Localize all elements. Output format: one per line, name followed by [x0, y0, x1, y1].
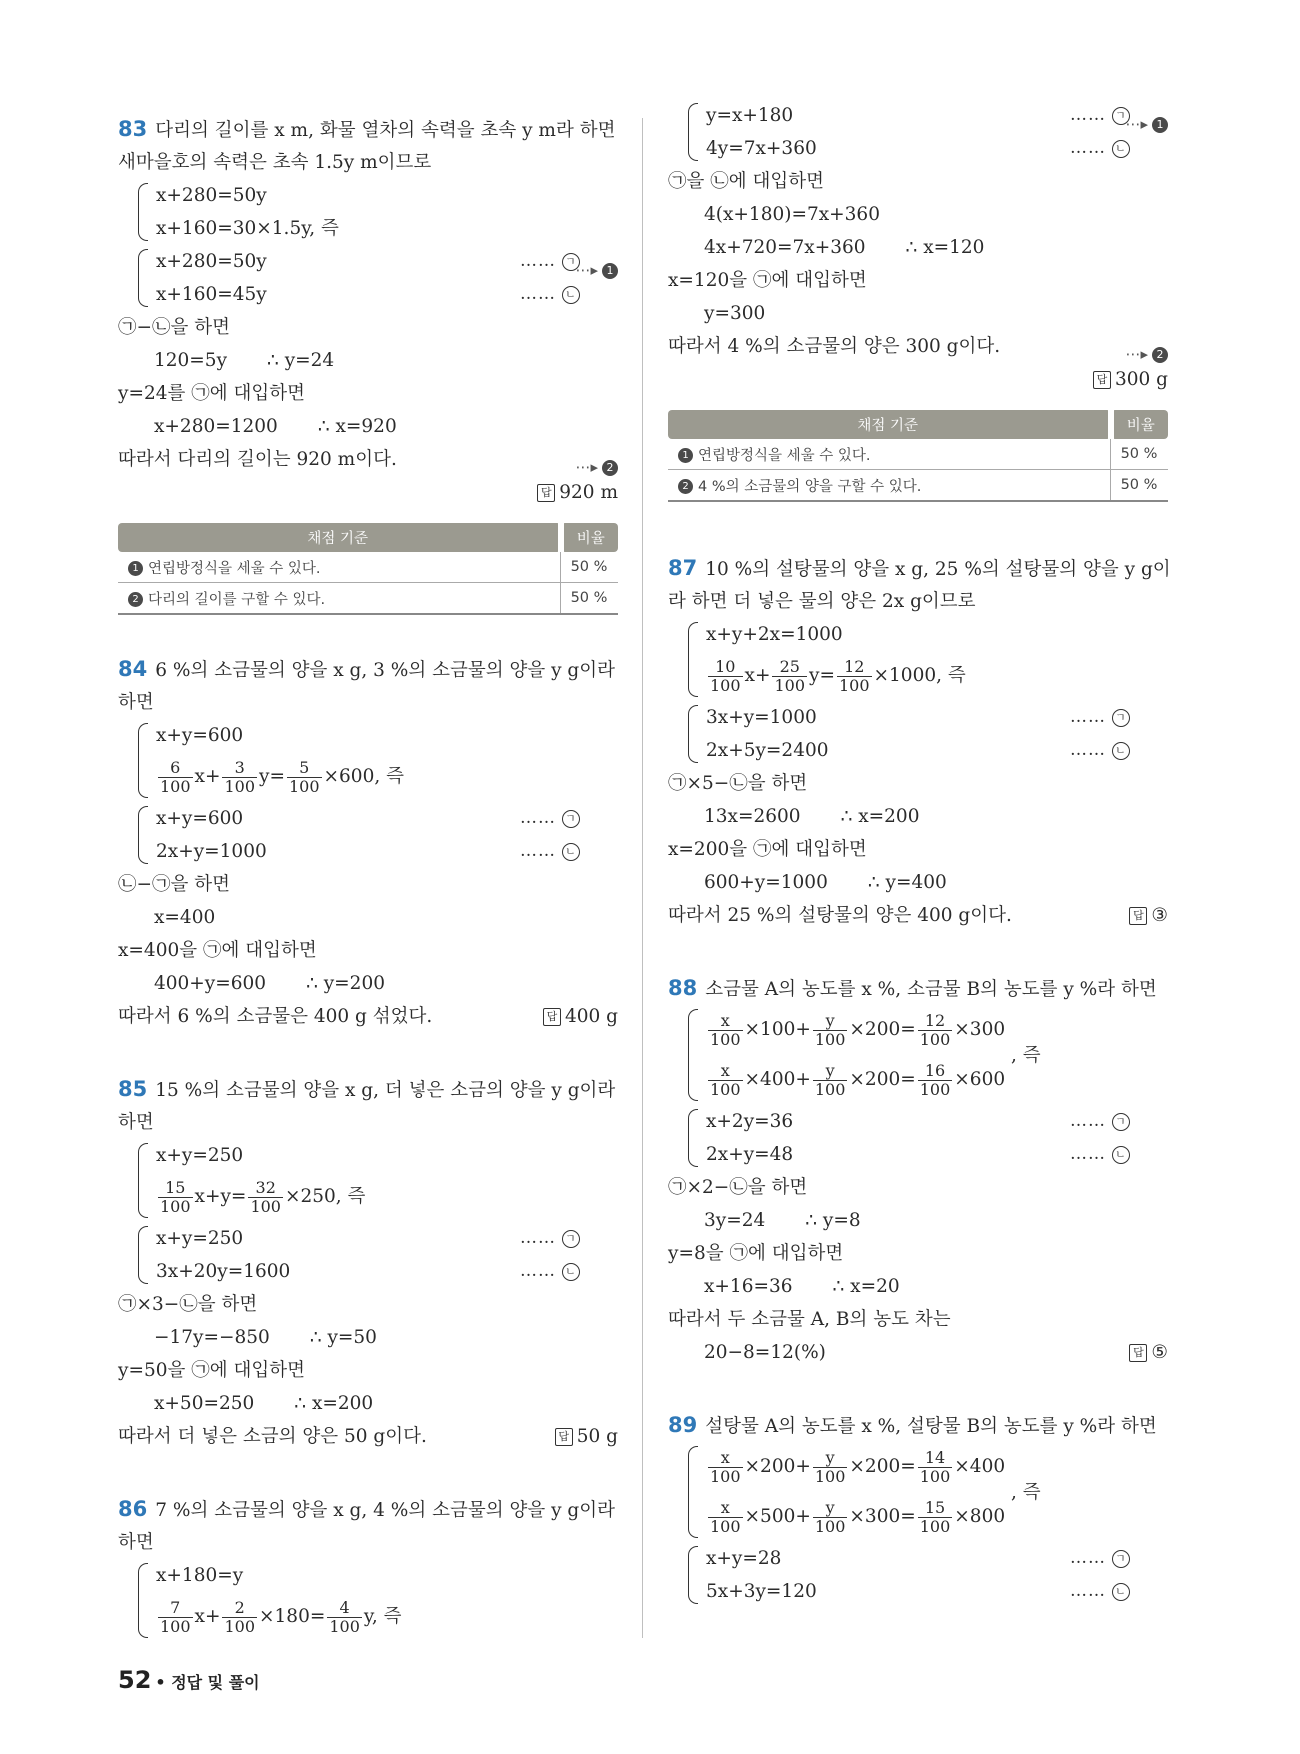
problem-number: 84: [118, 657, 148, 681]
problem-number: 88: [668, 976, 698, 1000]
equation-system: $\frac{x}{100}$ ×100+ $\frac{y}{100}$ ×200= $\frac{12}{100}$ ×300 $\frac{x}{100}$ ×400+ $\frac{y}{100}$ ×200= $\frac{16}{100}$ ×600 , 즉: [668, 1005, 1168, 1105]
answer: 답 920 m: [118, 476, 618, 509]
answer-icon: 답: [555, 1428, 573, 1446]
equation-system: x+2y=36 …… ㄱ 2x+y=48 …… ㄴ: [668, 1105, 1168, 1171]
equation-system: x+y=600 …… ㄱ 2x+y=1000 …… ㄴ: [118, 802, 618, 868]
left-column: [118, 113, 618, 1642]
equation-system: x+280=50y …… ㄱ x+160=45y …… ㄴ ⋯▸ 1: [118, 245, 618, 311]
answer-icon: 답: [1129, 907, 1147, 925]
problem-number: 87: [668, 556, 698, 580]
answer-icon: 답: [543, 1008, 561, 1026]
problem-83: 83 다리의 길이를 x m, 화물 열차의 속력을 초속 y m라 하면 새마을호의 속력은 초속 1.5y m이므로 x+280=50y x+160=30×1.5y, 즉 x+280=50y …… ㄱ x+160=45y …… ㄴ ⋯▸ 1 ㉠−㉡을 하면 120=5y ∴ y=24 y=24를 ㉠에 대입하면 x+280=1200 ∴ x=920 따라서 다리의 길이는 920 m이다. ⋯▸ 2 답 920 m 채점 기준 비율 1 연립방정식을 세울 수 있다. 50 % 2 다리의 길이를 구할 수 있다. 50 %: [118, 113, 618, 615]
answer-icon: 답: [537, 484, 555, 502]
equation-system: x+180=y $\frac{7}{100}$ x+ $\frac{2}{100}$ ×180= $\frac{4}{100}$ y, 즉: [118, 1559, 618, 1642]
problem-87: 87 10 %의 설탕물의 양을 x g, 25 %의 설탕물의 양을 y g이 라 하면 더 넣은 물의 양은 2x g이므로 x+y+2x=1000 $\frac{10}{100}$ x+ $\frac{25}{100}$ y= $\frac{12}{100}$ ×1000, 즉 3x+y=1000 …… ㄱ 2x+5y=2400 …… ㄴ ㉠×5−㉡을 하면 13x=2600 ∴ x=200 x=200을 ㉠에 대입하면 600+y=1000 ∴ y=400 따라서 25 %의 설탕물의 양은 400 g이다. 답 ③: [668, 556, 1171, 926]
problem-89: 89 설탕물 A의 농도를 x %, 설탕물 B의 농도를 y %라 하면 $\frac{x}{100}$ ×200+ $\frac{y}{100}$ ×200= $\frac{14}{100}$ ×400 $\frac{x}{100}$ ×500+ $\frac{y}{100}$ ×300= $\frac{15}{100}$ ×800 , 즉 x+y=28 …… ㄱ 5x+3y=120 …… ㄴ: [668, 1409, 1168, 1608]
problem-number: 85: [118, 1077, 148, 1101]
equation-system: $\frac{x}{100}$ ×200+ $\frac{y}{100}$ ×200= $\frac{14}{100}$ ×400 $\frac{x}{100}$ ×500+ $\frac{y}{100}$ ×300= $\frac{15}{100}$ ×800 , 즉: [668, 1442, 1168, 1542]
page-number: 52: [118, 1666, 152, 1694]
equation-system: 3x+y=1000 …… ㄱ 2x+5y=2400 …… ㄴ: [668, 701, 1168, 767]
equation-system: x+y=28 …… ㄱ 5x+3y=120 …… ㄴ: [668, 1542, 1168, 1608]
problem-85: 85 15 %의 소금물의 양을 x g, 더 넣은 소금의 양을 y g이라 하면 x+y=250 $\frac{15}{100}$ x+y= $\frac{32}{100}$ ×250, 즉 x+y=250 …… ㄱ 3x+20y=1600 …… ㄴ ㉠×3−㉡을 하면 −17y=−850 ∴ y=50 y=50을 ㉠에 대입하면 x+50=250 ∴ x=200 따라서 더 넣은 소금의 양은 50 g이다. 답 50 g: [118, 1077, 618, 1447]
answer: 답 300 g: [668, 363, 1168, 396]
problem-number: 89: [668, 1413, 698, 1437]
answer-icon: 답: [1093, 371, 1111, 389]
problem-86-start: 86 7 %의 소금물의 양을 x g, 4 %의 소금물의 양을 y g이라 하면 x+180=y $\frac{7}{100}$ x+ $\frac{2}{100}$ ×180= $\frac{4}{100}$ y, 즉: [118, 1493, 618, 1642]
problem-86-cont: y=x+180 …… ㄱ 4y=7x+360 …… ㄴ ⋯▸ 1 ㉠을 ㉡에 대입하면 4(x+180)=7x+360 4x+720=7x+360 ∴ x=120 x=120을 ㉠에 대입하면 y=300 따라서 4 %의 소금물의 양은 300 g이다. ⋯▸ 2 답 300 g 채점 기준 비율 1 연립방정식을 세울 수 있다. 50 % 2 4 %의 소금물의 양을 구할 수 있다. 50 %: [668, 99, 1168, 502]
problem-number: 83: [118, 117, 148, 141]
right-column: [668, 105, 1171, 1608]
grading-criteria-table: 채점 기준 비율 1 연립방정식을 세울 수 있다. 50 % 2 4 %의 소금물의 양을 구할 수 있다. 50 %: [668, 410, 1168, 502]
problem-number: 86: [118, 1497, 148, 1521]
problem-84: 84 6 %의 소금물의 양을 x g, 3 %의 소금물의 양을 y g이라 하면 x+y=600 $\frac{6}{100}$ x+ $\frac{3}{100}$ y= $\frac{5}{100}$ ×600, 즉 x+y=600 …… ㄱ 2x+y=1000 …… ㄴ ㉡−㉠을 하면 x=400 x=400을 ㉠에 대입하면 400+y=600 ∴ y=200 따라서 6 %의 소금물은 400 g 섞었다. 답 400 g: [118, 657, 618, 1027]
footer-title: • 정답 및 풀이: [155, 1673, 260, 1692]
equation-system: x+280=50y x+160=30×1.5y, 즉: [118, 179, 618, 245]
answer-icon: 답: [1129, 1344, 1147, 1362]
page-footer: [118, 1666, 260, 1694]
equation-system: y=x+180 …… ㄱ 4y=7x+360 …… ㄴ ⋯▸ 1: [668, 99, 1168, 165]
column-divider: [642, 118, 643, 1638]
problem-88: 88 소금물 A의 농도를 x %, 소금물 B의 농도를 y %라 하면 $\frac{x}{100}$ ×100+ $\frac{y}{100}$ ×200= $\frac{12}{100}$ ×300 $\frac{x}{100}$ ×400+ $\frac{y}{100}$ ×200= $\frac{16}{100}$ ×600 , 즉 x+2y=36 …… ㄱ 2x+y=48 …… ㄴ ㉠×2−㉡을 하면 3y=24 ∴ y=8 y=8을 ㉠에 대입하면 x+16=36 ∴ x=20 따라서 두 소금물 A, B의 농도 차는 20−8=12(%) 답 ⑤: [668, 976, 1168, 1363]
grading-criteria-table: 채점 기준 비율 1 연립방정식을 세울 수 있다. 50 % 2 다리의 길이를 구할 수 있다. 50 %: [118, 523, 618, 615]
equation-system: x+y+2x=1000 $\frac{10}{100}$ x+ $\frac{25}{100}$ y= $\frac{12}{100}$ ×1000, 즉: [668, 618, 1168, 701]
equation-system: x+y=250 $\frac{15}{100}$ x+y= $\frac{32}{100}$ ×250, 즉: [118, 1139, 618, 1222]
equation-system: x+y=600 $\frac{6}{100}$ x+ $\frac{3}{100}$ y= $\frac{5}{100}$ ×600, 즉: [118, 719, 618, 802]
equation-system: x+y=250 …… ㄱ 3x+20y=1600 …… ㄴ: [118, 1222, 618, 1288]
